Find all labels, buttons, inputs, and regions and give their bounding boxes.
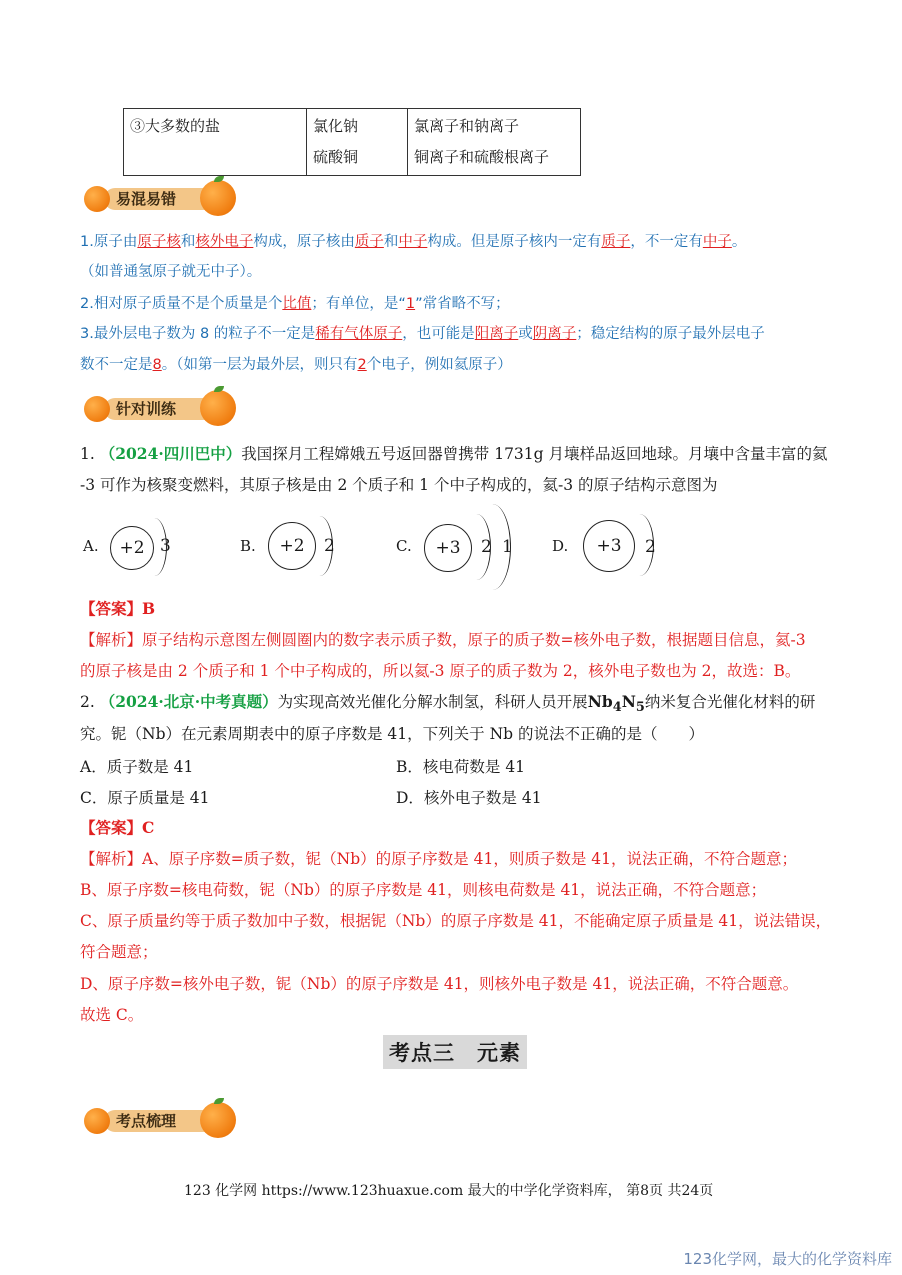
badge-label: 易混易错 bbox=[116, 190, 177, 208]
mistake-line-5: 数不一定是8。（如第一层为最外层，则只有2个电子，例如氦原子） bbox=[80, 357, 512, 373]
q2-option-d[interactable]: D．核外电子数是 41 bbox=[396, 789, 542, 807]
q2-analysis-3: C、原子质量约等于质子数加中子数，根据铌（Nb）的原子序数是 41，不能确定原子质量是 41，说法错误， bbox=[80, 912, 832, 930]
q2-analysis-5: D、原子序数=核外电子数，铌（Nb）的原子序数是 41，则核外电子数是 41，说法正确，不符合题意。 bbox=[80, 975, 799, 993]
formula-nb4n5: $Nb_4N_5$ bbox=[587, 692, 645, 716]
orange-icon bbox=[200, 180, 236, 216]
substance-1: 氯化钠 bbox=[313, 117, 359, 135]
nucleus: +2 bbox=[110, 526, 154, 570]
particles-2: 铜离子和硫酸根离子 bbox=[414, 148, 550, 166]
q1-line-1: 1. （2024·四川巴中）我国探月工程嫦娥五号返回器曾携带 1731g 月壤样品返回地球。月壤中含量丰富的氦 bbox=[80, 444, 828, 463]
mistake-line-1: 1.原子由原子核和核外电子构成，原子核由质子和中子构成。但是原子核内一定有质子，不一定有中子。 bbox=[80, 234, 747, 250]
table-cell-particles bbox=[408, 109, 581, 176]
substance-2: 硫酸铜 bbox=[313, 148, 359, 166]
page-footer: 123 化学网 https://www.123huaxue.com 最大的中学化学资料库， 第8页 共24页 bbox=[184, 1183, 714, 1199]
q1-analysis-1: 【解析】原子结构示意图左侧圆圈内的数字表示质子数，原子的质子数=核外电子数，根据题目信息，氦-3 bbox=[80, 631, 806, 649]
q2-answer: 【答案】C bbox=[80, 818, 155, 837]
badge-training bbox=[84, 388, 238, 428]
q2-line-1: 2. （2024·北京·中考真题）为实现高效光催化分解水制氢，科研人员开展$Nb_4N_5$纳米复合光催化材料的研 bbox=[80, 692, 816, 716]
q2-analysis-4: 符合题意； bbox=[80, 943, 158, 961]
table-cell-category: ③大多数的盐 bbox=[124, 109, 307, 176]
q2-analysis-1: 【解析】A、原子序数=质子数，铌（Nb）的原子序数是 41，则质子数是 41，说法正确，不符合题意； bbox=[80, 850, 797, 868]
q2-option-b[interactable]: B．核电荷数是 41 bbox=[396, 758, 526, 776]
orange-icon bbox=[84, 396, 110, 422]
q1-line-2: -3 可作为核聚变燃料，其原子核是由 2 个质子和 1 个中子构成的，氦-3 的原子结构示意图为 bbox=[80, 476, 718, 494]
nucleus: +3 bbox=[583, 520, 635, 572]
q2-analysis-2: B、原子序数=核电荷数，铌（Nb）的原子序数是 41，则核电荷数是 41，说法正确，不符合题意； bbox=[80, 881, 767, 899]
badge-outline bbox=[84, 1100, 238, 1140]
q2-option-c[interactable]: C．原子质量是 41 bbox=[80, 789, 210, 807]
orange-icon bbox=[200, 390, 236, 426]
nucleus: +2 bbox=[268, 522, 316, 570]
orange-icon bbox=[84, 1108, 110, 1134]
mistake-line-3: 2.相对原子质量不是个质量是个比值；有单位，是“1”常省略不写； bbox=[80, 296, 510, 312]
badge-confusing bbox=[84, 178, 238, 218]
q2-option-a[interactable]: A．质子数是 41 bbox=[80, 758, 194, 776]
badge-label: 针对训练 bbox=[116, 400, 177, 418]
q1-answer: 【答案】B bbox=[80, 599, 156, 618]
salt-table bbox=[123, 108, 581, 176]
badge-label: 考点梳理 bbox=[116, 1112, 177, 1130]
q2-analysis-6: 故选 C。 bbox=[80, 1006, 144, 1024]
mistake-line-4: 3.最外层电子数为 8 的粒子不一定是稀有气体原子，也可能是阳离子或阴离子；稳定结构的原子最外层电子 bbox=[80, 326, 765, 342]
q2-line-2: 究。铌（Nb）在元素周期表中的原子序数是 41，下列关于 Nb 的说法不正确的是（ ） bbox=[80, 725, 704, 743]
mistake-line-2: （如普通氢原子就无中子）。 bbox=[80, 264, 262, 280]
orange-icon bbox=[200, 1102, 236, 1138]
q1-analysis-2: 的原子核是由 2 个质子和 1 个中子构成的，所以氦-3 原子的质子数为 2，核外电子数也为 2，故选：B。 bbox=[80, 662, 801, 680]
table-cell-substance bbox=[307, 109, 408, 176]
section-heading: 考点三 元素 bbox=[383, 1035, 527, 1069]
orange-icon bbox=[84, 186, 110, 212]
watermark: 123化学网，最大的化学资料库 bbox=[683, 1250, 892, 1268]
particles-1: 氯离子和钠离子 bbox=[414, 117, 520, 135]
nucleus: +3 bbox=[424, 524, 472, 572]
